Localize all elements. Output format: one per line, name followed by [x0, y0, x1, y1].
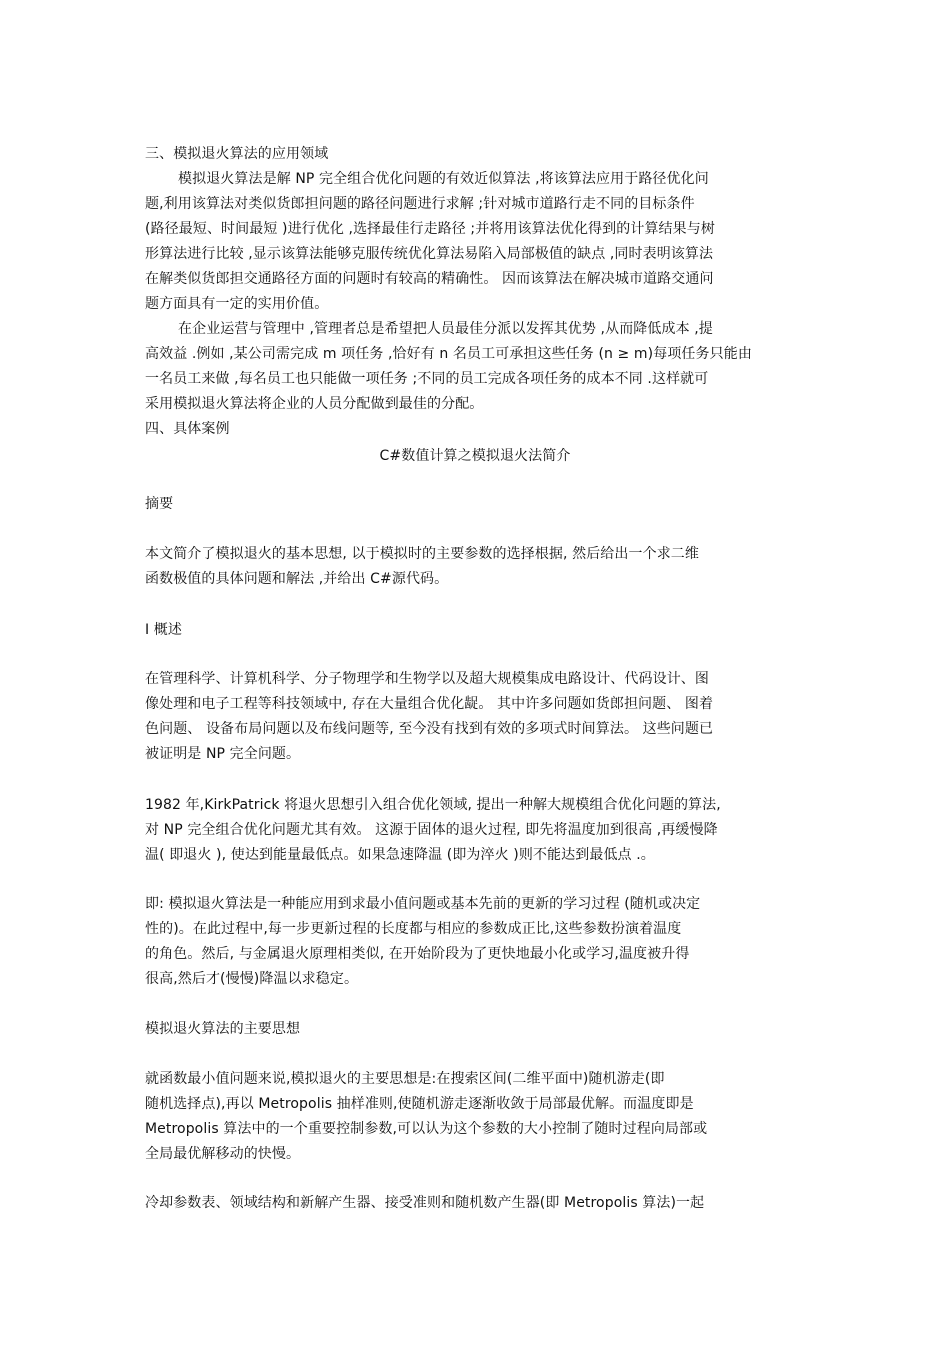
- document-title: C#数值计算之模拟退火法简介: [379, 448, 571, 464]
- paragraph-line: 像处理和电子工程等科技领域中, 存在大量组合优化龊。 其中许多问题如货郎担问题、 图着: [145, 696, 714, 712]
- paragraph-line: 全局最优解移动的快慢。: [145, 1146, 301, 1162]
- section-heading-applications: 三、模拟退火算法的应用领域: [145, 146, 329, 162]
- paragraph-line: 采用模拟退火算法将企业的人员分配做到最佳的分配。: [145, 396, 484, 412]
- paragraph-line: 随机选择点),再以 Metropolis 抽样准则,使随机游走逐渐收敛于局部最优解。而温度即是: [145, 1096, 694, 1112]
- overview-heading: I 概述: [145, 622, 182, 638]
- paragraph-line: 很高,然后才(慢慢)降温以求稳定。: [145, 971, 359, 987]
- paragraph-line: 在管理科学、计算机科学、分子物理学和生物学以及超大规模集成电路设计、代码设计、图: [145, 671, 709, 687]
- paragraph-line: Metropolis 算法中的一个重要控制参数,可以认为这个参数的大小控制了随时过程向局部或: [145, 1121, 708, 1137]
- paragraph-line: 题,利用该算法对类似货郎担问题的路径问题进行求解 ;针对城市道路行走不同的目标条件: [145, 196, 695, 212]
- paragraph-line: 的角色。然后, 与金属退火原理相类似, 在开始阶段为了更快地最小化或学习,温度被升得: [145, 946, 690, 962]
- paragraph-line: 就函数最小值问题来说,模拟退火的主要思想是:在搜索区间(二维平面中)随机游走(即: [145, 1071, 665, 1087]
- paragraph-line: 题方面具有一定的实用价值。: [145, 296, 329, 312]
- paragraph-line: 模拟退火算法是解 NP 完全组合优化问题的有效近似算法 ,将该算法应用于路径优化问: [178, 171, 709, 187]
- paragraph-line: 冷却参数表、领域结构和新解产生器、接受准则和随机数产生器(即 Metropolis 算法)一起: [145, 1195, 705, 1211]
- paragraph-line: 高效益 .例如 ,某公司需完成 m 项任务 ,恰好有 n 名员工可承担这些任务 (n ≥ m)每项任务只能由: [145, 346, 752, 362]
- paragraph-line: 一名员工来做 ,每名员工也只能做一项任务 ;不同的员工完成各项任务的成本不同 .这样就可: [145, 371, 709, 387]
- paragraph-line: 被证明是 NP 完全问题。: [145, 746, 301, 762]
- paragraph-line: 在解类似货郎担交通路径方面的问题时有较高的精确性。 因而该算法在解决城市道路交通问: [145, 271, 714, 287]
- paragraph-line: 1982 年,KirkPatrick 将退火思想引入组合优化领域, 提出一种解大规模组合优化问题的算法,: [145, 797, 721, 813]
- paragraph-line: 形算法进行比较 ,显示该算法能够克服传统优化算法易陷入局部极值的缺点 ,同时表明该算法: [145, 246, 714, 262]
- paragraph-line: 在企业运营与管理中 ,管理者总是希望把人员最佳分派以发挥其优势 ,从而降低成本 ,提: [178, 321, 713, 337]
- abstract-heading: 摘要: [145, 496, 174, 512]
- paragraph-line: 温( 即退火 ), 使达到能量最低点。如果急速降温 (即为淬火 )则不能达到最低点 .。: [145, 847, 655, 863]
- paragraph-line: 即: 模拟退火算法是一种能应用到求最小值问题或基本先前的更新的学习过程 (随机或决定: [145, 896, 701, 912]
- paragraph-line: (路径最短、时间最短 )进行优化 ,选择最佳行走路径 ;并将用该算法优化得到的计算结果与树: [145, 221, 715, 237]
- paragraph-line: 函数极值的具体问题和解法 ,并给出 C#源代码。: [145, 571, 449, 587]
- paragraph-line: 色问题、 设备布局问题以及布线问题等, 至今没有找到有效的多项式时间算法。 这些问题已: [145, 721, 714, 737]
- main-idea-heading: 模拟退火算法的主要思想: [145, 1021, 301, 1037]
- paragraph-line: 性的)。在此过程中,每一步更新过程的长度都与相应的参数成正比,这些参数扮演着温度: [145, 921, 682, 937]
- section-heading-case: 四、具体案例: [145, 421, 230, 437]
- paragraph-line: 对 NP 完全组合优化问题尤其有效。 这源于固体的退火过程, 即先将温度加到很高 ,再缓慢降: [145, 822, 718, 838]
- paragraph-line: 本文简介了模拟退火的基本思想, 以于模拟时的主要参数的选择根据, 然后给出一个求二维: [145, 546, 699, 562]
